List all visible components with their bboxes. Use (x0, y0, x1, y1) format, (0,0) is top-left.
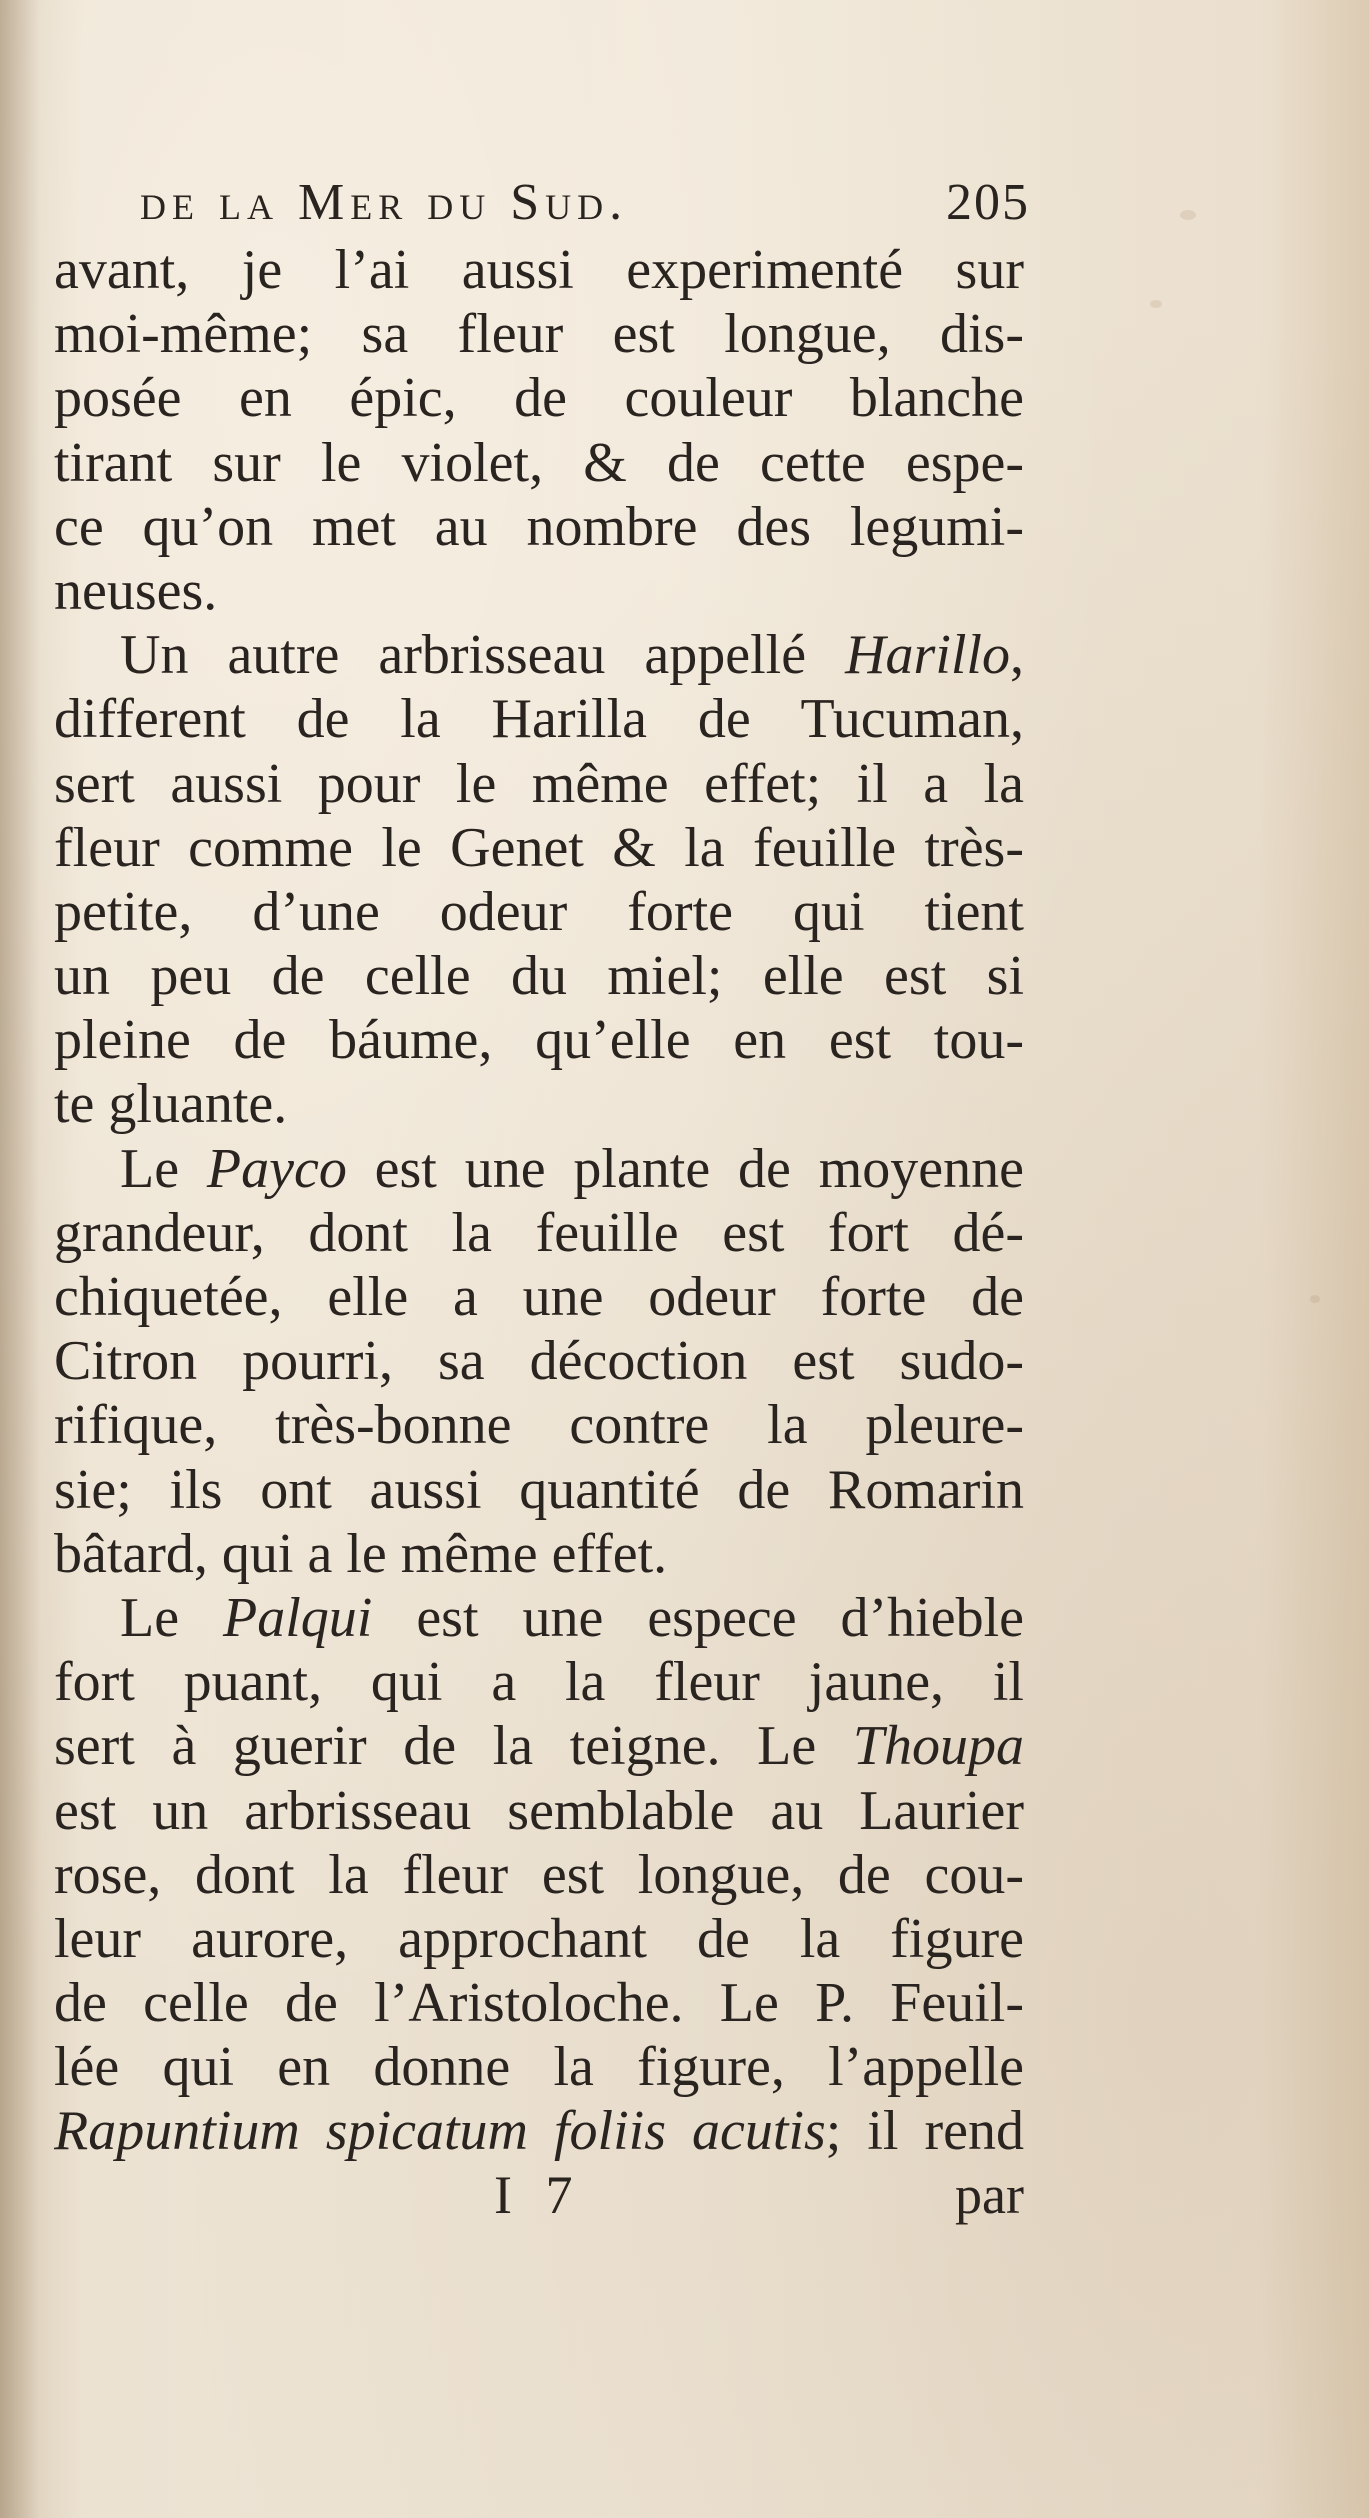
text-segment: est une espece d’hieble (372, 1586, 1024, 1649)
text-segment: sie; ils ont aussi quantité de Romarin (54, 1458, 1024, 1521)
paper-stain (1180, 210, 1196, 220)
running-head (140, 168, 1030, 238)
text-line (54, 816, 1024, 880)
text-line (54, 1779, 1024, 1843)
text-segment: lée qui en donne la figure, l’appelle (54, 2036, 1024, 2099)
text-segment: fleur comme le Genet & la feuille très- (54, 816, 1024, 879)
italic-text: Palqui (223, 1586, 373, 1649)
text-segment: sert aussi pour le même effet; il a la (54, 752, 1024, 815)
text-line (54, 559, 1024, 623)
text-line (54, 623, 1024, 687)
catchword: par (955, 2165, 1024, 2225)
text-segment: bâtard, qui a le même effet. (54, 1522, 668, 1585)
text-segment: different de la Harilla de Tucuman, (54, 688, 1024, 751)
text-line (54, 1586, 1024, 1650)
text-segment: Un autre arbrisseau appellé (120, 624, 846, 687)
text-line (54, 431, 1024, 495)
italic-text: Payco (206, 1137, 347, 1200)
italic-text: Harillo (845, 624, 1010, 687)
text-segment: rose, dont la fleur est longue, de cou- (54, 1843, 1024, 1906)
signature-mark: I 7 (494, 2165, 583, 2225)
text-line (54, 366, 1024, 430)
paper-stain (1150, 300, 1162, 308)
text-line (54, 1714, 1024, 1778)
italic-text: Rapuntium spicatum foliis acutis (54, 2100, 826, 2163)
body-text (54, 238, 1024, 2164)
text-segment: tirant sur le violet, & de cette espe- (54, 431, 1024, 494)
text-line (54, 1265, 1024, 1329)
text-line (54, 1843, 1024, 1907)
text-segment: pleine de báume, qu’elle en est tou- (54, 1009, 1024, 1072)
text-segment: de celle de l’Aristoloche. Le P. Feuil- (54, 1972, 1024, 2035)
text-line (54, 752, 1024, 816)
text-line (54, 1458, 1024, 1522)
text-segment: Citron pourri, sa décoction est sudo- (54, 1330, 1024, 1393)
text-segment: neuses. (54, 559, 218, 622)
text-line (54, 238, 1024, 302)
text-line (54, 1907, 1024, 1971)
text-segment: petite, d’une odeur forte qui tient (54, 880, 1024, 943)
text-segment: ; il rend (825, 2100, 1024, 2163)
text-segment: fort puant, qui a la fleur jaune, il (54, 1651, 1024, 1714)
text-line (54, 1137, 1024, 1201)
text-line (54, 2099, 1024, 2163)
text-line (54, 1072, 1024, 1136)
text-segment: Le (120, 1586, 224, 1649)
text-line (54, 1201, 1024, 1265)
text-line (54, 1971, 1024, 2035)
text-line (54, 1522, 1024, 1586)
text-line (54, 302, 1024, 366)
text-segment: , (1010, 624, 1024, 687)
text-segment: moi-même; sa fleur est longue, dis- (54, 303, 1024, 366)
text-segment: avant, je l’ai aussi experimenté sur (54, 239, 1024, 301)
text-line (54, 1650, 1024, 1714)
text-line (54, 495, 1024, 559)
text-line (54, 1008, 1024, 1072)
text-segment: est une plante de moyenne (346, 1137, 1024, 1200)
page-gutter-shadow (0, 0, 40, 2518)
text-line (54, 880, 1024, 944)
page-footer (54, 2160, 1024, 2230)
text-segment: leur aurore, approchant de la figure (54, 1907, 1024, 1970)
text-segment: est un arbrisseau semblable au Laurier (54, 1779, 1024, 1842)
text-line (54, 2035, 1024, 2099)
text-segment: sert à guerir de la teigne. Le (54, 1715, 853, 1778)
text-segment: Le (120, 1137, 207, 1200)
text-line (54, 1393, 1024, 1457)
italic-text: Thoupa (852, 1715, 1024, 1778)
text-segment: rifique, très-bonne contre la pleure- (54, 1394, 1024, 1457)
paper-stain (1310, 1295, 1320, 1303)
text-segment: chiquetée, elle a une odeur forte de (54, 1266, 1024, 1328)
text-line (54, 687, 1024, 751)
text-segment: un peu de celle du miel; elle est si (54, 945, 1024, 1008)
running-head-title: de la Mer du Sud. (140, 174, 629, 231)
text-line (54, 1329, 1024, 1393)
text-segment: te gluante. (54, 1073, 288, 1136)
text-segment: grandeur, dont la feuille est fort dé- (54, 1201, 1024, 1264)
text-line (54, 944, 1024, 1008)
page-number: 205 (946, 174, 1030, 231)
text-segment: ce qu’on met au nombre des legumi- (54, 495, 1024, 558)
text-segment: posée en épic, de couleur blanche (54, 367, 1024, 430)
